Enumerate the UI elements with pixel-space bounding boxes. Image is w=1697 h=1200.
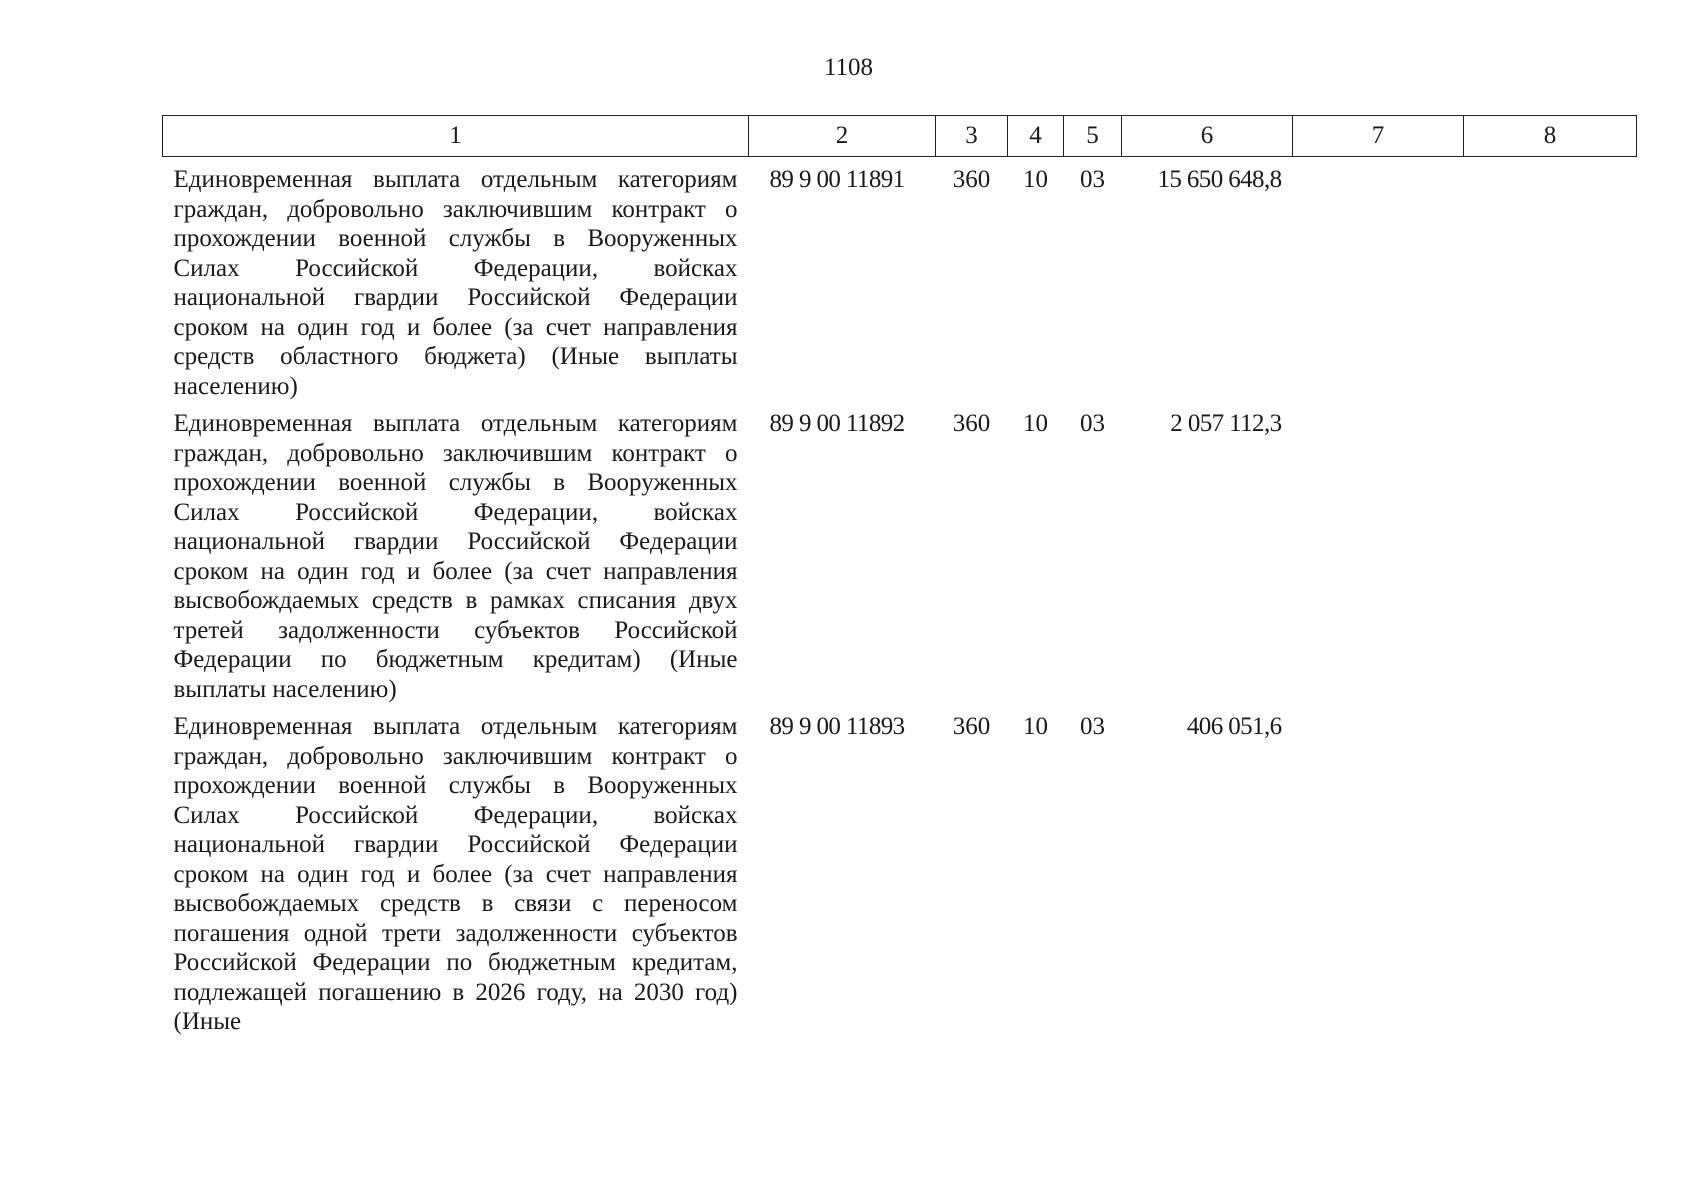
row-amount: 2 057 112,3 — [1170, 410, 1282, 437]
row-description: Единовременная выплата отдельным категориям граждан, добровольно заключившим контракт о прохождении военной службы в Вооруженных Силах Российской Федерации, войсках национальной гвардии Российской Федерации сроком на один год и более (за счет направления высвобождаемых средств в связи с переносом погашения одной трети задолженности субъектов Российской Федерации по бюджетным кредитам, подлежащей погашению в 2026 году, на 2030 год) (Иные — [173, 713, 738, 1035]
column-header-6: 6 — [1122, 116, 1293, 157]
row-section: 10 — [1023, 166, 1048, 193]
row-expense-type: 360 — [952, 713, 991, 740]
row-amount: 406 051,6 — [1186, 713, 1282, 740]
page-number: 1108 — [823, 54, 874, 81]
row-subsection: 03 — [1080, 166, 1105, 193]
column-header-4: 4 — [1008, 116, 1064, 157]
row-col-7 — [1293, 401, 1464, 704]
row-col-8 — [1464, 401, 1637, 704]
row-target-code: 89 9 00 11893 — [769, 713, 905, 740]
row-target-code: 89 9 00 11892 — [769, 410, 905, 437]
column-header-3: 3 — [936, 116, 1008, 157]
column-header-1: 1 — [163, 116, 749, 157]
row-target-code: 89 9 00 11891 — [769, 166, 905, 193]
row-section: 10 — [1023, 713, 1048, 740]
column-header-2: 2 — [749, 116, 936, 157]
table-row — [163, 157, 1637, 402]
row-expense-type: 360 — [952, 166, 991, 193]
row-description: Единовременная выплата отдельным категориям граждан, добровольно заключившим контракт о прохождении военной службы в Вооруженных Силах Российской Федерации, войсках национальной гвардии Российской Федерации сроком на один год и более (за счет направления высвобождаемых средств в рамках списания двух третей задолженности субъектов Российской Федерации по бюджетным кредитам) (Иные выплаты населению) — [173, 410, 738, 703]
table-row — [163, 401, 1637, 704]
row-description: Единовременная выплата отдельным категориям граждан, добровольно заключившим контракт о прохождении военной службы в Вооруженных Силах Российской Федерации, войсках национальной гвардии Российской Федерации сроком на один год и более (за счет направления средств областного бюджета) (Иные выплаты населению) — [173, 166, 738, 400]
budget-table — [162, 115, 1637, 1037]
row-section: 10 — [1023, 410, 1048, 437]
row-col-8 — [1464, 157, 1637, 402]
row-col-7 — [1293, 157, 1464, 402]
table-header — [163, 116, 1637, 157]
row-col-7 — [1293, 704, 1464, 1037]
column-header-8: 8 — [1464, 116, 1637, 157]
row-col-8 — [1464, 704, 1637, 1037]
row-subsection: 03 — [1080, 410, 1105, 437]
column-header-7: 7 — [1293, 116, 1464, 157]
row-subsection: 03 — [1080, 713, 1105, 740]
row-amount: 15 650 648,8 — [1157, 166, 1282, 193]
column-header-5: 5 — [1064, 116, 1122, 157]
table-row — [163, 704, 1637, 1037]
table-body — [163, 157, 1637, 1037]
row-expense-type: 360 — [952, 410, 991, 437]
header-row — [163, 116, 1637, 157]
